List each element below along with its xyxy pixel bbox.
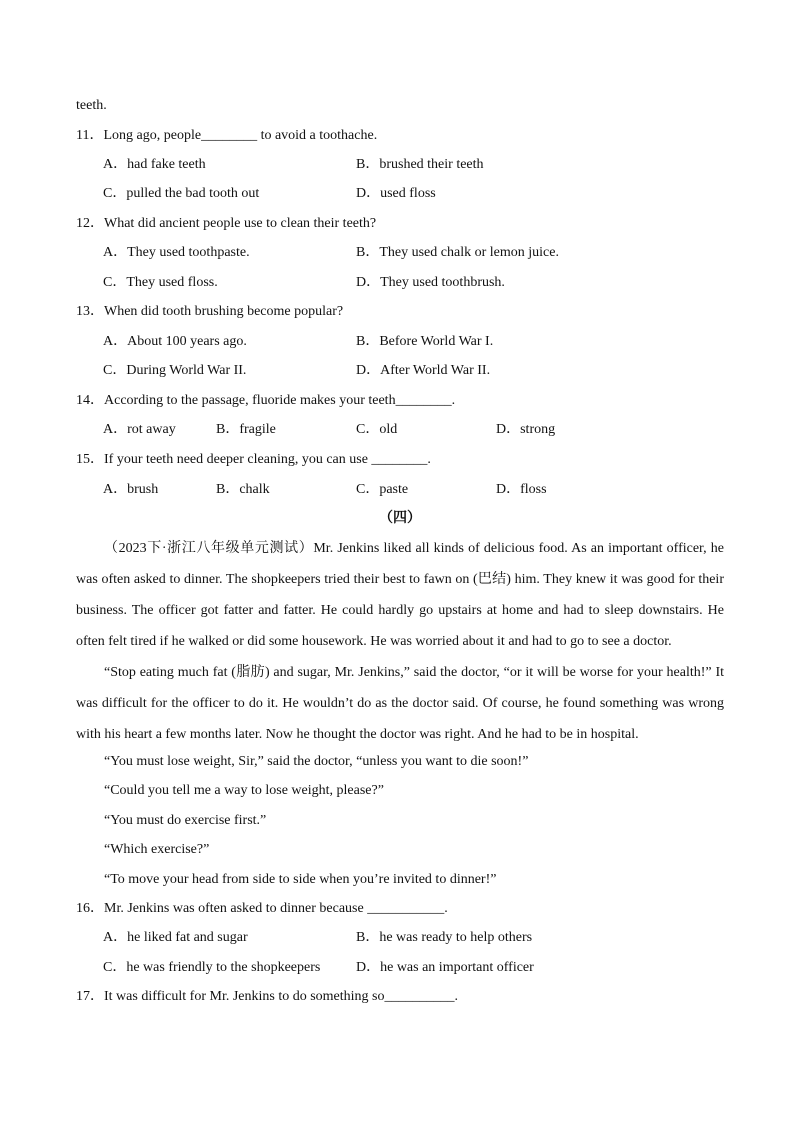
options-row bbox=[103, 184, 763, 204]
option-b[interactable]: B．chalk bbox=[216, 482, 270, 497]
question-number: 13． bbox=[76, 304, 104, 319]
option-c[interactable]: C．he was friendly to the shopkeepers bbox=[103, 960, 321, 975]
option-c[interactable]: C．pulled the bad tooth out bbox=[103, 186, 260, 201]
options-row bbox=[103, 361, 763, 381]
question-14 bbox=[76, 391, 455, 411]
question-15 bbox=[76, 450, 431, 470]
question-stem: What did ancient people use to clean their teeth? bbox=[104, 216, 377, 231]
dialogue-line: “You must do exercise first.” bbox=[104, 813, 267, 828]
question-16 bbox=[76, 899, 448, 919]
question-stem: Long ago, people________ to avoid a toothache. bbox=[103, 128, 378, 143]
option-b[interactable]: B．brushed their teeth bbox=[356, 157, 484, 172]
option-d[interactable]: D．They used toothbrush. bbox=[356, 275, 505, 290]
question-number: 14． bbox=[76, 393, 104, 408]
option-a[interactable]: A．They used toothpaste. bbox=[103, 245, 250, 260]
options-row bbox=[103, 480, 763, 500]
question-12 bbox=[76, 214, 376, 234]
option-d[interactable]: D．used floss bbox=[356, 186, 436, 201]
option-a[interactable]: A．rot away bbox=[103, 422, 176, 437]
options-row bbox=[103, 420, 763, 440]
option-d[interactable]: D．floss bbox=[496, 482, 547, 497]
dialogue-line: “To move your head from side to side when you’re invited to dinner!” bbox=[104, 872, 497, 887]
options-row bbox=[103, 273, 763, 293]
question-number: 15． bbox=[76, 452, 104, 467]
question-number: 17． bbox=[76, 989, 104, 1004]
question-number: 12． bbox=[76, 216, 104, 231]
passage-paragraph: “Stop eating much fat (脂肪) and sugar, Mr. Jenkins,” said the doctor, “or it will be worse for your health!” It was difficult for the officer to do it. He wouldn’t do as the doctor said. Of course, he found something was wrong with his heart a few months later. Now he thought the doctor was right. And he had to be in hospital. bbox=[76, 665, 724, 742]
options-row bbox=[103, 243, 763, 263]
question-stem: Mr. Jenkins was often asked to dinner because ___________. bbox=[104, 901, 448, 916]
dialogue-line: “Could you tell me a way to lose weight, please?” bbox=[104, 783, 384, 798]
option-c[interactable]: C．They used floss. bbox=[103, 275, 218, 290]
section-title: （四） bbox=[379, 511, 421, 526]
option-c[interactable]: C．old bbox=[356, 422, 398, 437]
question-17 bbox=[76, 987, 458, 1007]
option-c[interactable]: C．paste bbox=[356, 482, 409, 497]
option-c[interactable]: C．During World War II. bbox=[103, 363, 247, 378]
question-stem: According to the passage, fluoride makes your teeth________. bbox=[104, 393, 456, 408]
option-a[interactable]: A．brush bbox=[103, 482, 159, 497]
question-11 bbox=[76, 126, 377, 146]
option-d[interactable]: D．he was an important officer bbox=[356, 960, 534, 975]
option-d[interactable]: D．strong bbox=[496, 422, 556, 437]
passage-paragraph: （2023下·浙江八年级单元测试）Mr. Jenkins liked all kinds of delicious food. As an important officer, he was often asked to dinner. The shopkeepers tried their best to fawn on (巴结) him. They knew it was good for their business. The officer got fatter and fatter. He could hardly go upstairs at home and had to sleep downstairs. He often felt tired if he walked or did some housework. He was worried about it and had to go to see a doctor. bbox=[76, 541, 724, 649]
option-a[interactable]: A．had fake teeth bbox=[103, 157, 206, 172]
options-row bbox=[103, 958, 763, 978]
options-row bbox=[103, 155, 763, 175]
question-number: 16． bbox=[76, 901, 104, 916]
question-stem: If your teeth need deeper cleaning, you can use ________. bbox=[104, 452, 431, 467]
options-row bbox=[103, 928, 763, 948]
question-stem: When did tooth brushing become popular? bbox=[104, 304, 344, 319]
question-stem: It was difficult for Mr. Jenkins to do something so__________. bbox=[104, 989, 458, 1004]
options-row bbox=[103, 332, 763, 352]
question-13 bbox=[76, 302, 343, 322]
option-b[interactable]: B．fragile bbox=[216, 422, 276, 437]
option-b[interactable]: B．They used chalk or lemon juice. bbox=[356, 245, 559, 260]
option-b[interactable]: B．he was ready to help others bbox=[356, 930, 533, 945]
option-a[interactable]: A．he liked fat and sugar bbox=[103, 930, 248, 945]
option-a[interactable]: A．About 100 years ago. bbox=[103, 334, 247, 349]
dialogue-line: “Which exercise?” bbox=[104, 842, 210, 857]
question-number: 11． bbox=[76, 128, 104, 143]
dialogue-line: “You must lose weight, Sir,” said the doctor, “unless you want to die soon!” bbox=[104, 754, 529, 769]
option-b[interactable]: B．Before World War I. bbox=[356, 334, 494, 349]
lead-in-text: teeth. bbox=[76, 98, 107, 113]
option-d[interactable]: D．After World War II. bbox=[356, 363, 491, 378]
